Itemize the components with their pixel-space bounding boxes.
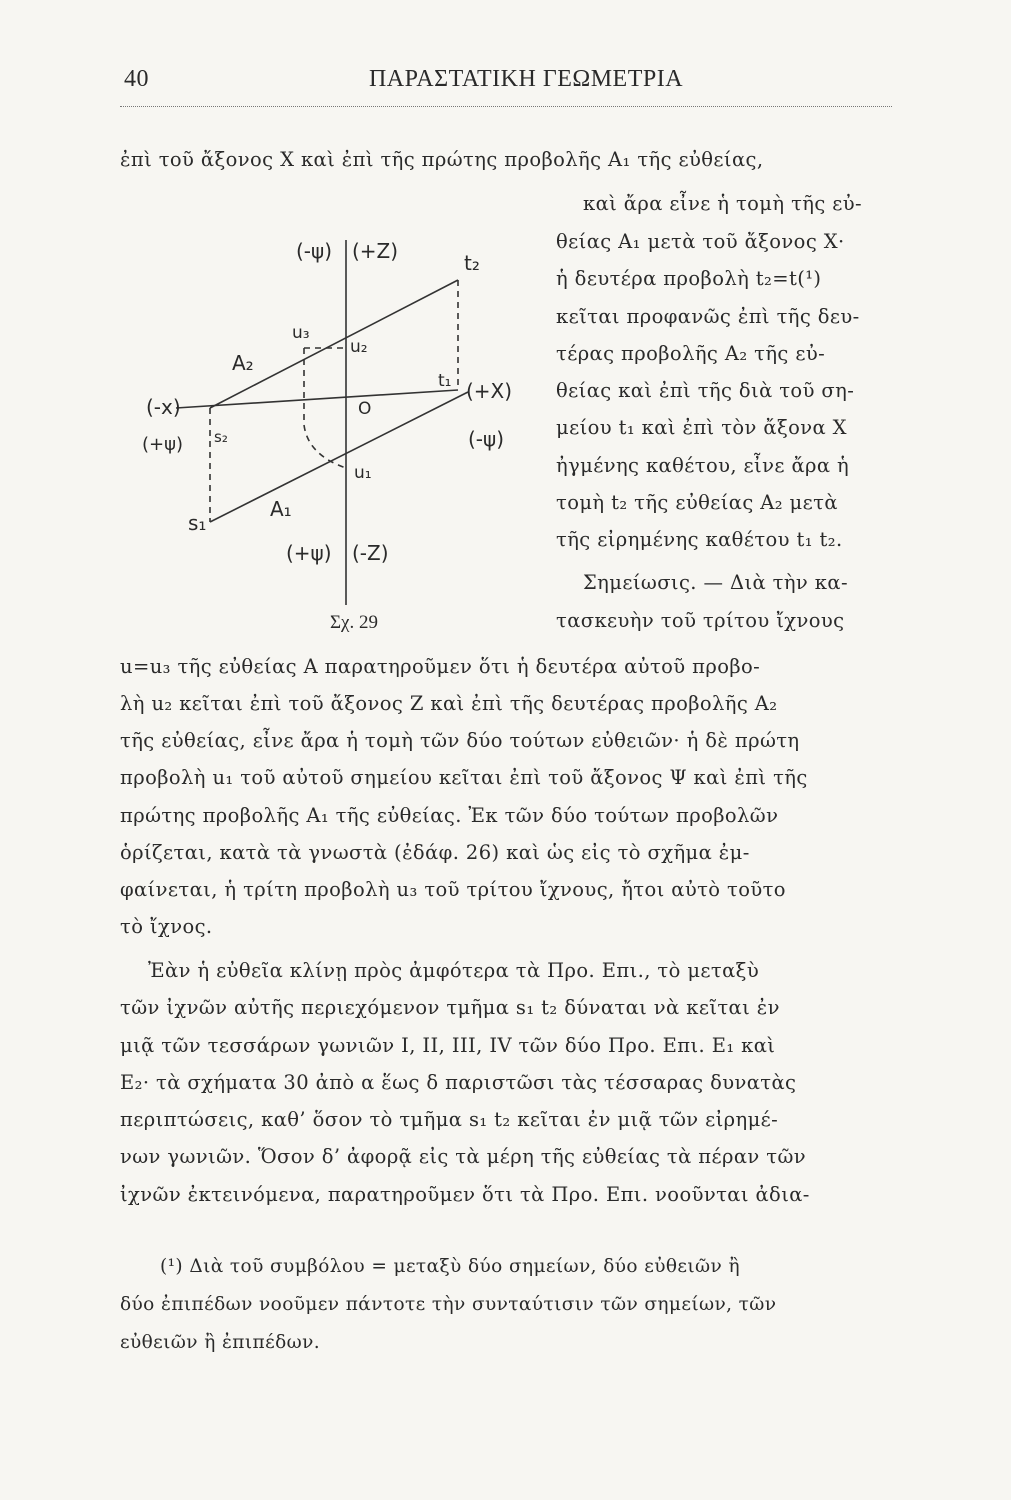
label-t2: t₂ xyxy=(464,251,480,275)
paragraph-line: ἰχνῶν ἐκτεινόμενα, παρατηροῦμεν ὅτι τὰ Προ. Επι. νοοῦνται ἀδια- xyxy=(120,1183,810,1206)
paragraph-line: φαίνεται, ἡ τρίτη προβολὴ u₃ τοῦ τρίτου ἴχνους, ἤτοι αὐτὸ τοῦτο xyxy=(120,878,786,901)
label-a2: A₂ xyxy=(232,351,254,375)
body-line-1: ἐπὶ τοῦ ἄξονος X καὶ ἐπὶ τῆς πρώτης προβολῆς A₁ τῆς εὐθείας, xyxy=(120,148,764,171)
label-a1: A₁ xyxy=(270,497,292,521)
right-column-line: ἠγμένης καθέτου, εἶνε ἄρα ἡ xyxy=(556,454,850,477)
paragraph-line: τῆς εὐθείας, εἶνε ἄρα ἡ τομὴ τῶν δύο τούτων εὐθειῶν· ἡ δὲ πρώτη xyxy=(120,729,800,752)
label-s2: s₂ xyxy=(214,428,228,446)
label-minus-psi-right: (-ψ) xyxy=(468,427,505,451)
label-s1: s₁ xyxy=(188,511,207,535)
paragraph-line: πρώτης προβολῆς A₁ τῆς εὐθείας. Ἐκ τῶν δύο τούτων προβολῶν xyxy=(120,804,779,827)
arc-u3-u1 xyxy=(304,348,346,468)
paragraph-line: τὸ ἴχνος. xyxy=(120,915,213,938)
paragraph-line: προβολὴ u₁ τοῦ αὐτοῦ σημείου κεῖται ἐπὶ τοῦ ἄξονος Ψ καὶ ἐπὶ τῆς xyxy=(120,766,808,789)
label-minus-x: (-x) xyxy=(146,395,181,419)
right-column-line: ἡ δευτέρα προβολὴ t₂=t(¹) xyxy=(556,267,822,290)
label-u1: u₁ xyxy=(354,463,372,483)
line-a2 xyxy=(210,280,458,408)
right-column-line: θείας A₁ μετὰ τοῦ ἄξονος X· xyxy=(556,230,845,253)
footnote-line: (¹) Διὰ τοῦ συμβόλου = μεταξὺ δύο σημείων, δύο εὐθειῶν ἢ xyxy=(160,1256,740,1277)
paragraph-line: λὴ u₂ κεῖται ἐπὶ τοῦ ἄξονος Z καὶ ἐπὶ τῆς δευτέρας προβολῆς A₂ xyxy=(120,692,778,715)
footnote-line: εὐθειῶν ἢ ἐπιπέδων. xyxy=(120,1332,321,1353)
label-minus-psi: (-ψ) xyxy=(296,239,333,263)
paragraph-line: E₂· τὰ σχήματα 30 ἀπὸ α ἕως δ παριστῶσι τὰς τέσσαρας δυνατὰς xyxy=(120,1071,797,1094)
right-column-line: θείας καὶ ἐπὶ τῆς διὰ τοῦ ση- xyxy=(556,379,855,402)
footnote-line: δύο ἐπιπέδων νοοῦμεν πάντοτε τὴν συνταύτισιν τῶν σημείων, τῶν xyxy=(120,1294,777,1315)
header-rule xyxy=(120,106,892,107)
horizontal-axis-line xyxy=(176,390,458,408)
projection-diagram xyxy=(128,200,548,610)
running-title: ΠΑΡΑΣΤΑΤΙΚΗ ΓΕΩΜΕΤΡΙΑ xyxy=(368,66,684,92)
label-minus-z: (-Z) xyxy=(352,541,389,565)
right-column-line: τέρας προβολῆς A₂ τῆς εὐ- xyxy=(556,342,826,365)
label-u3: u₃ xyxy=(292,323,310,343)
label-plus-x: (+X) xyxy=(466,379,513,403)
paragraph-line: περιπτώσεις, καθ’ ὅσον τὸ τμῆμα s₁ t₂ κεῖται ἐν μιᾷ τῶν εἰρημέ- xyxy=(120,1108,779,1131)
paragraph-line: νων γωνιῶν. Ὅσον δ’ ἀφορᾷ εἰς τὰ μέρη τῆς εὐθείας τὰ πέραν τῶν xyxy=(120,1145,807,1168)
label-plus-z: (+Z) xyxy=(352,239,399,263)
right-column-line: τασκευὴν τοῦ τρίτου ἴχνους xyxy=(556,609,845,632)
line-a1 xyxy=(210,392,468,522)
paragraph-line: Ἐὰν ἡ εὐθεῖα κλίνῃ πρὸς ἀμφότερα τὰ Προ. Επι., τὸ μεταξὺ xyxy=(148,959,760,982)
label-origin: O xyxy=(358,399,372,419)
right-column-line: μείου t₁ καὶ ἐπὶ τὸν ἄξονα X xyxy=(556,416,847,439)
right-column-line: Σημείωσις. — Διὰ τὴν κα- xyxy=(583,571,848,594)
label-plus-psi-bottom: (+ψ) xyxy=(286,541,332,565)
paragraph-line: ὁρίζεται, κατὰ τὰ γνωστὰ (ἐδάφ. 26) καὶ ὡς εἰς τὸ σχῆμα ἐμ- xyxy=(120,841,750,864)
page-header xyxy=(120,66,892,100)
right-column-line: τῆς εἰρημένης καθέτου t₁ t₂. xyxy=(556,528,843,551)
label-plus-phi: (+ψ) xyxy=(142,434,184,455)
paragraph-line: τῶν ἰχνῶν αὐτῆς περιεχόμενον τμῆμα s₁ t₂ δύναται νὰ κεῖται ἐν xyxy=(120,996,780,1019)
label-t1: t₁ xyxy=(438,371,452,391)
paragraph-line: u=u₃ τῆς εὐθείας A παρατηροῦμεν ὅτι ἡ δευτέρα αὐτοῦ προβο- xyxy=(120,655,761,678)
figure-29 xyxy=(128,200,548,610)
right-column-line: τομὴ t₂ τῆς εὐθείας A₂ μετὰ xyxy=(556,491,838,514)
right-column-line: καὶ ἄρα εἶνε ἡ τομὴ τῆς εὐ- xyxy=(583,192,863,215)
page-number: 40 xyxy=(124,66,149,92)
label-u2: u₂ xyxy=(350,337,368,357)
figure-caption: Σχ. 29 xyxy=(330,612,378,633)
paragraph-line: μιᾷ τῶν τεσσάρων γωνιῶν I, II, III, IV τῶν δύο Προ. Επι. E₁ καὶ xyxy=(120,1034,776,1057)
right-column-line: κεῖται προφανῶς ἐπὶ τῆς δευ- xyxy=(556,305,860,328)
